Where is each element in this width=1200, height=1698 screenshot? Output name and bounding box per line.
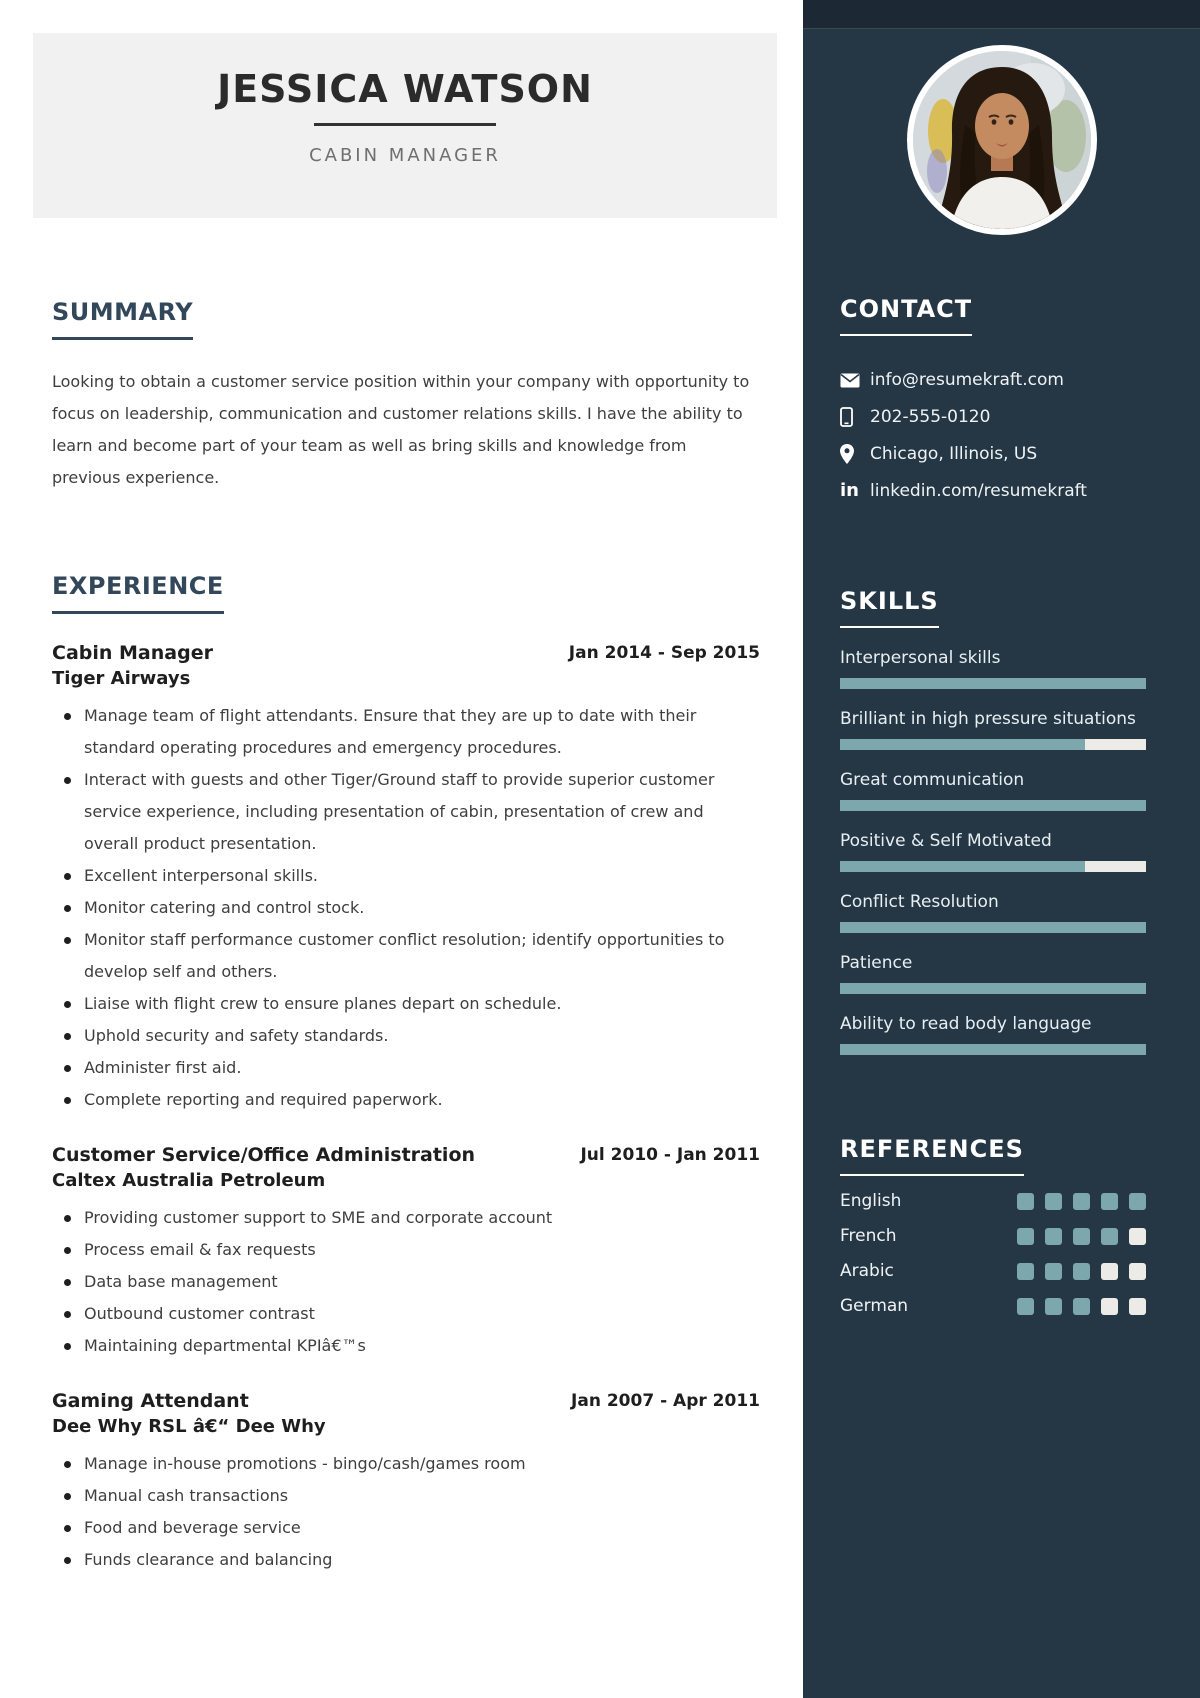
bullet-item: Complete reporting and required paperwork. — [84, 1084, 744, 1116]
bullet-item: Data base management — [84, 1266, 744, 1298]
skill-label: Brilliant in high pressure situations — [840, 709, 1136, 729]
person-name: JESSICA WATSON — [217, 67, 593, 111]
references-heading: REFERENCES — [840, 1135, 1024, 1176]
main-content — [0, 298, 803, 1576]
summary-heading: SUMMARY — [52, 298, 193, 340]
job-title: Cabin Manager — [52, 642, 213, 664]
level-square-filled — [1101, 1193, 1118, 1210]
bullet-item: Interact with guests and other Tiger/Ground staff to provide superior customer service experience, including presentation of cabin, presentation of crew and overall product presentation. — [84, 764, 744, 860]
skill-label: Conflict Resolution — [840, 892, 999, 912]
header-job-title: CABIN MANAGER — [309, 145, 501, 166]
level-square-empty — [1129, 1228, 1146, 1245]
experience-section — [52, 572, 803, 1576]
summary-text: Looking to obtain a customer service position within your company with opportunity to focus on leadership, communication and customer relations skills. I have the ability to learn and become part of your team as well as bring skills and knowledge from previous experience. — [52, 372, 750, 487]
skill-item — [840, 644, 1146, 689]
skill-label: Ability to read body language — [840, 1014, 1092, 1034]
language-item — [840, 1261, 1146, 1281]
job-title-block — [52, 1388, 326, 1439]
bullet-item: Providing customer support to SME and corporate account — [84, 1202, 744, 1234]
job-bullets — [52, 1448, 744, 1576]
skill-bar-fill — [840, 1044, 1146, 1055]
job-header — [52, 640, 760, 691]
header — [33, 33, 777, 218]
job-title: Customer Service/Office Administration — [52, 1144, 476, 1166]
language-level-indicator — [1006, 1263, 1146, 1280]
language-level-indicator — [1006, 1228, 1146, 1245]
job-dates: Jan 2007 - Apr 2011 — [571, 1391, 760, 1411]
job-title-block — [52, 640, 213, 691]
experience-heading: EXPERIENCE — [52, 572, 224, 614]
sidebar-top-strip — [803, 0, 1200, 29]
skill-item — [840, 888, 1146, 933]
job-entry — [52, 640, 803, 1116]
language-item — [840, 1191, 1146, 1211]
level-square-empty — [1129, 1263, 1146, 1280]
job-company: Dee Why RSL â€“ Dee Why — [52, 1416, 326, 1437]
linkedin-icon: in — [840, 480, 859, 501]
level-square-filled — [1129, 1193, 1146, 1210]
skill-bar — [840, 678, 1146, 689]
bullet-item: Food and beverage service — [84, 1512, 744, 1544]
contact-text: info@resumekraft.com — [870, 370, 1064, 390]
contact-text: 202-555-0120 — [870, 407, 991, 427]
skill-bar-fill — [840, 739, 1085, 750]
job-entry — [52, 1142, 803, 1362]
skill-item — [840, 827, 1146, 872]
job-company: Tiger Airways — [52, 668, 191, 689]
phone-icon — [840, 407, 870, 427]
skill-bar — [840, 922, 1146, 933]
skill-bar-fill — [840, 861, 1085, 872]
bullet-item: Liaise with flight crew to ensure planes depart on schedule. — [84, 988, 744, 1020]
sidebar — [803, 0, 1200, 1698]
profile-photo — [907, 45, 1097, 235]
profile-photo-image — [913, 51, 1091, 229]
job-bullets — [52, 1202, 744, 1362]
bullet-item: Manage team of flight attendants. Ensure that they are up to date with their standard operating procedures and emergency procedures. — [84, 700, 744, 764]
skill-item — [840, 1010, 1146, 1055]
language-level-indicator — [1006, 1193, 1146, 1210]
language-level-indicator — [1006, 1298, 1146, 1315]
skill-item — [840, 766, 1146, 811]
bullet-item: Monitor catering and control stock. — [84, 892, 744, 924]
contact-text: linkedin.com/resumekraft — [870, 481, 1087, 501]
skill-bar-fill — [840, 922, 1146, 933]
language-label: English — [840, 1191, 902, 1211]
skill-label: Patience — [840, 953, 913, 973]
skills-section — [840, 587, 1146, 1055]
bullet-item: Manage in-house promotions - bingo/cash/games room — [84, 1448, 744, 1480]
contact-list — [840, 370, 1146, 501]
bullet-item: Administer first aid. — [84, 1052, 744, 1084]
job-list — [52, 640, 803, 1576]
language-list — [840, 1191, 1146, 1316]
contact-item — [840, 370, 1146, 390]
level-square-filled — [1017, 1298, 1034, 1315]
location-icon — [840, 444, 870, 464]
level-square-empty — [1129, 1298, 1146, 1315]
level-square-empty — [1101, 1263, 1118, 1280]
job-header — [52, 1142, 760, 1193]
bullet-item: Outbound customer contrast — [84, 1298, 744, 1330]
job-title-block — [52, 1142, 475, 1193]
level-square-filled — [1045, 1263, 1062, 1280]
skill-bar — [840, 1044, 1146, 1055]
contact-heading: CONTACT — [840, 295, 972, 336]
skill-label: Great communication — [840, 770, 1025, 790]
skill-item — [840, 705, 1146, 750]
contact-text: Chicago, Illinois, US — [870, 444, 1038, 464]
job-title: Gaming Attendant — [52, 1390, 249, 1412]
level-square-filled — [1073, 1228, 1090, 1245]
language-item — [840, 1226, 1146, 1246]
level-square-filled — [1045, 1193, 1062, 1210]
name-underline-divider — [314, 123, 496, 126]
skill-label: Interpersonal skills — [840, 648, 1001, 668]
skills-heading: SKILLS — [840, 587, 939, 628]
skill-bar-fill — [840, 983, 1146, 994]
summary-section — [52, 298, 803, 494]
bullet-item: Funds clearance and balancing — [84, 1544, 744, 1576]
job-dates: Jul 2010 - Jan 2011 — [580, 1145, 760, 1165]
level-square-filled — [1073, 1263, 1090, 1280]
sidebar-content — [803, 295, 1200, 1316]
language-label: French — [840, 1226, 897, 1246]
contact-item — [840, 481, 1146, 501]
skill-bar — [840, 800, 1146, 811]
skill-item — [840, 949, 1146, 994]
level-square-filled — [1017, 1228, 1034, 1245]
level-square-filled — [1073, 1298, 1090, 1315]
job-company: Caltex Australia Petroleum — [52, 1170, 326, 1191]
job-dates: Jan 2014 - Sep 2015 — [568, 643, 760, 663]
language-label: Arabic — [840, 1261, 894, 1281]
job-header — [52, 1388, 760, 1439]
level-square-filled — [1101, 1228, 1118, 1245]
bullet-item: Uphold security and safety standards. — [84, 1020, 744, 1052]
language-label: German — [840, 1296, 909, 1316]
skill-bar — [840, 861, 1146, 872]
job-entry — [52, 1388, 803, 1576]
bullet-item: Maintaining departmental KPIâ€™s — [84, 1330, 744, 1362]
skills-list — [840, 644, 1146, 1055]
skill-bar-fill — [840, 800, 1146, 811]
bullet-item: Monitor staff performance customer conflict resolution; identify opportunities to develop self and others. — [84, 924, 744, 988]
skill-bar — [840, 983, 1146, 994]
job-bullets — [52, 700, 744, 1116]
level-square-filled — [1073, 1193, 1090, 1210]
references-section — [840, 1135, 1146, 1316]
skill-label: Positive & Self Motivated — [840, 831, 1052, 851]
language-item — [840, 1296, 1146, 1316]
skill-bar-fill — [840, 678, 1146, 689]
contact-section — [840, 295, 1146, 501]
bullet-item: Process email & fax requests — [84, 1234, 744, 1266]
bullet-item: Manual cash transactions — [84, 1480, 744, 1512]
level-square-filled — [1045, 1298, 1062, 1315]
contact-item — [840, 444, 1146, 464]
email-icon — [840, 373, 870, 388]
level-square-empty — [1101, 1298, 1118, 1315]
level-square-filled — [1017, 1263, 1034, 1280]
level-square-filled — [1017, 1193, 1034, 1210]
level-square-filled — [1045, 1228, 1062, 1245]
skill-bar — [840, 739, 1146, 750]
contact-item — [840, 407, 1146, 427]
bullet-item: Excellent interpersonal skills. — [84, 860, 744, 892]
